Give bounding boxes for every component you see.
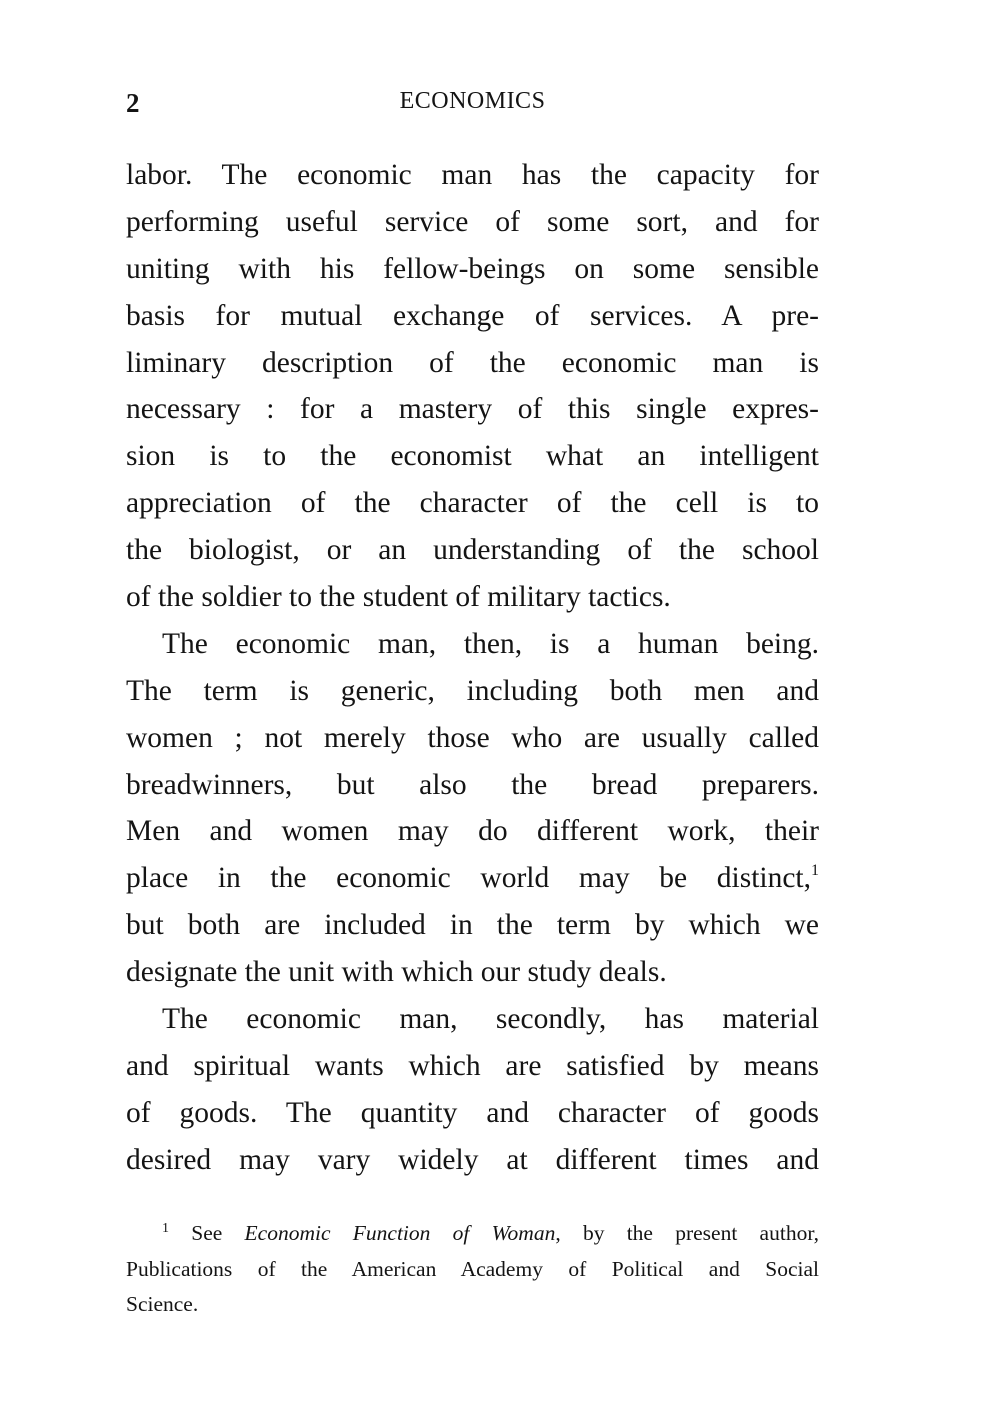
text-line: The economic man, then, is a human being. <box>162 627 819 660</box>
text-line: but both are included in the term by which we <box>126 909 819 942</box>
text-line: Men and women may do different work, their <box>126 815 819 848</box>
text-line: labor. The economic man has the capacity for <box>126 159 819 191</box>
text-line: sion is to the economist what an intelligent <box>126 440 819 473</box>
footnote-line: Publications of the American Academy of Political and Social <box>126 1256 819 1281</box>
text-line: women ; not merely those who are usually called <box>126 721 819 754</box>
footnote <box>126 1216 819 1323</box>
text-line-with-footnote <box>126 855 819 902</box>
text-line: necessary : for a mastery of this single expres- <box>126 393 819 426</box>
text-line: breadwinners, but also the bread preparers. <box>126 768 819 801</box>
footnote-marker: 1 <box>162 1221 169 1236</box>
text-line: of goods. The quantity and character of goods <box>126 1096 819 1129</box>
footnote-line <box>126 1216 819 1252</box>
text-line: and spiritual wants which are satisfied by means <box>126 1049 819 1082</box>
text-line: of the soldier to the student of military tactics. <box>126 581 671 614</box>
text-line: uniting with his fellow-beings on some sensible <box>126 252 819 285</box>
text-line: appreciation of the character of the cell is to <box>126 487 819 520</box>
paragraph-1 <box>126 152 819 621</box>
text-line: the biologist, or an understanding of the school <box>126 534 819 567</box>
page-number: 2 <box>126 88 140 118</box>
text-line: liminary description of the economic man is <box>126 346 819 379</box>
footnote-line: Science. <box>126 1292 199 1316</box>
running-title: ECONOMICS <box>399 88 546 114</box>
footnote-cited-title: Economic Function of Woman <box>244 1221 556 1245</box>
text-line: basis for mutual exchange of services. A pre- <box>126 299 819 332</box>
footnote-prefix: See <box>191 1221 223 1245</box>
footnote-text: , by the present author, <box>555 1221 819 1245</box>
body-text <box>126 152 819 1184</box>
text-line-content: place in the economic world may be distinct, <box>126 862 811 895</box>
footnote-reference[interactable]: 1 <box>811 862 819 880</box>
text-line: The economic man, secondly, has material <box>162 1003 819 1036</box>
text-line: The term is generic, including both men and <box>126 674 819 707</box>
text-line: performing useful service of some sort, and for <box>126 205 819 238</box>
paragraph-3 <box>126 996 819 1184</box>
text-line: desired may vary widely at different times and <box>126 1143 819 1176</box>
text-line: designate the unit with which our study deals. <box>126 956 667 989</box>
running-head <box>126 86 819 122</box>
paragraph-2 <box>126 621 819 996</box>
